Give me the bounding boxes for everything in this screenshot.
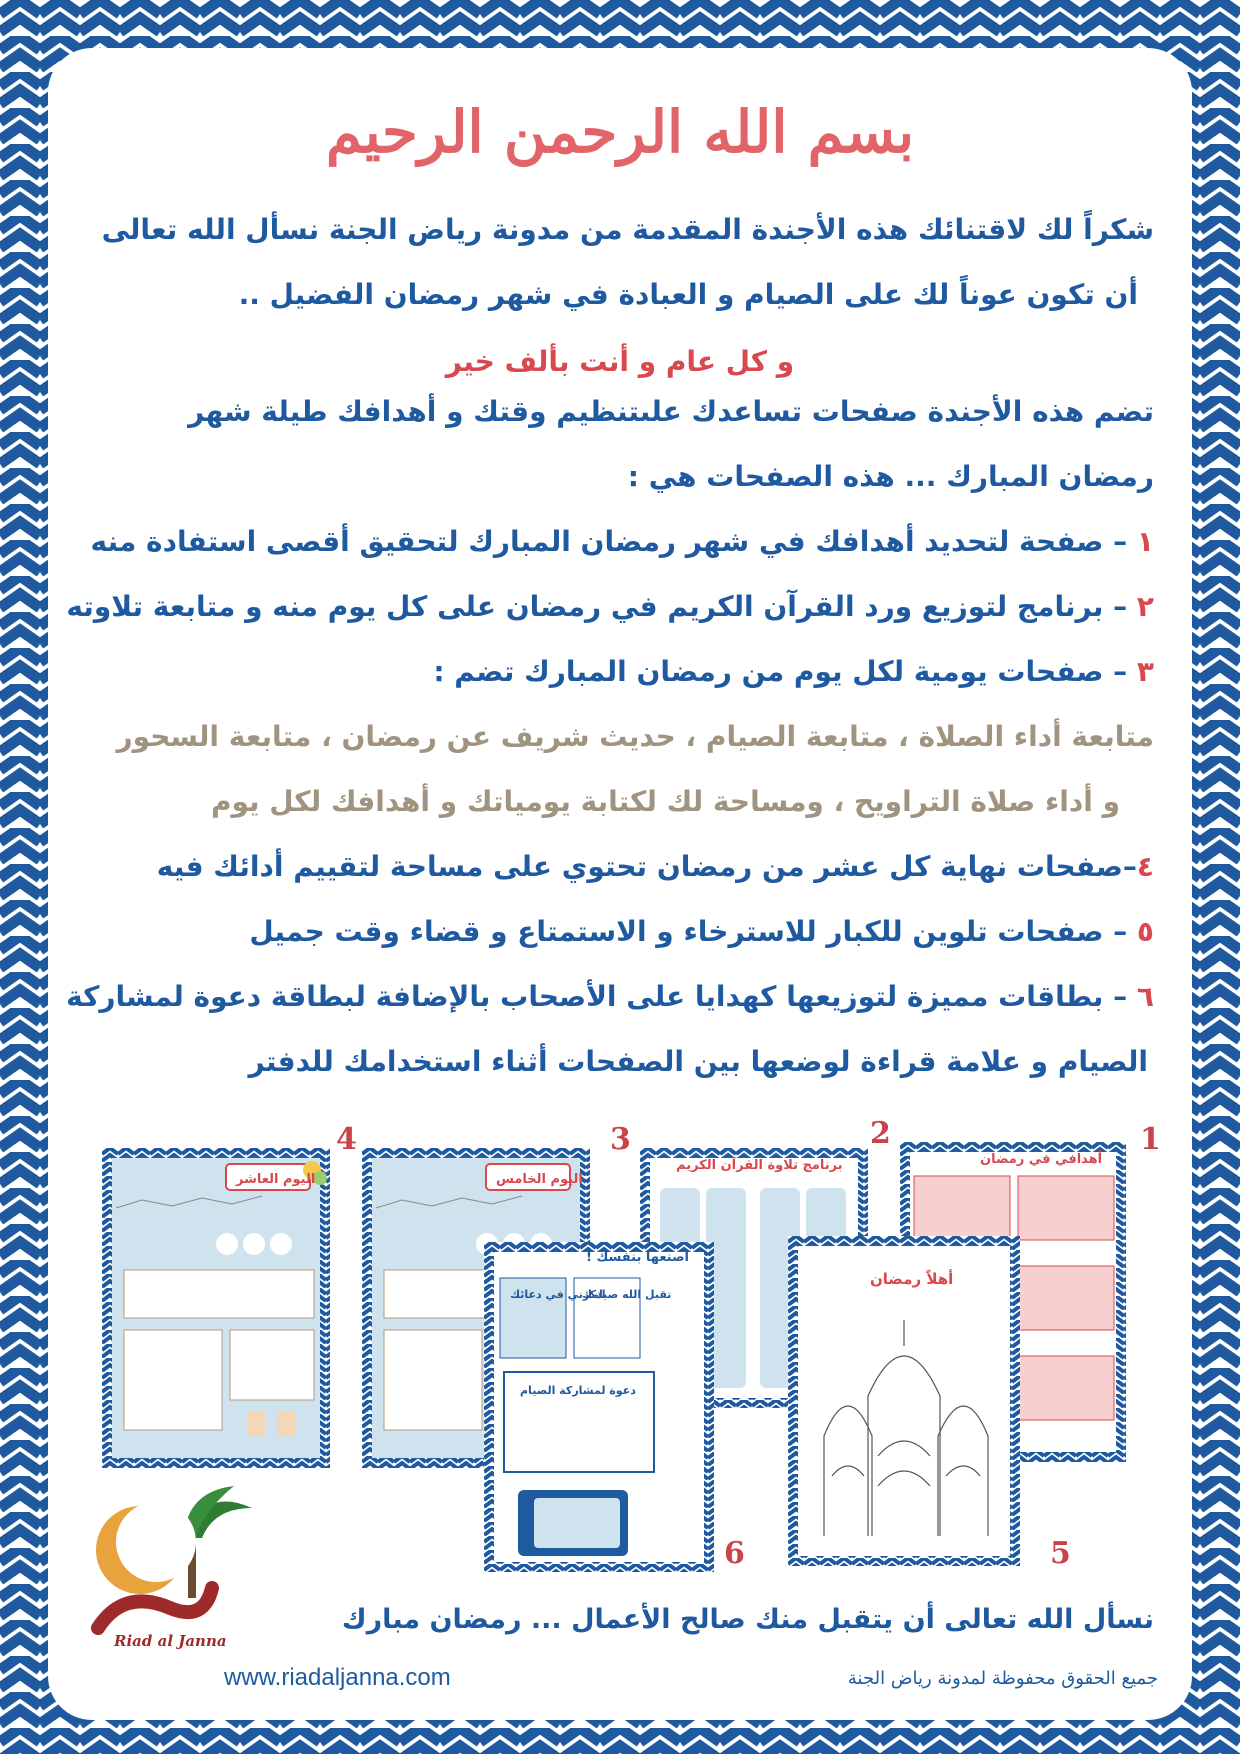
basmala-title: بسم الله الرحمن الرحيم bbox=[325, 98, 915, 166]
preview-welcome-title: أهلاً رمضان bbox=[870, 1270, 954, 1288]
greeting-line: و كل عام و أنت بألف خير bbox=[445, 345, 795, 378]
list-item-number: ٣ bbox=[1136, 655, 1154, 688]
daily-details-line-2: و أداء صلاة التراويح ، ومساحة لك لكتابة يومياتك و أهدافك لكل يوم bbox=[210, 785, 1120, 818]
list-item-2 bbox=[66, 587, 1154, 627]
list-item-number: ٥ bbox=[1136, 915, 1154, 948]
intro-line-4: رمضان المبارك ... هذه الصفحات هي : bbox=[627, 460, 1154, 493]
preview-quran-title: برنامج تلاوة القرآن الكريم bbox=[676, 1158, 843, 1173]
intro-line-3: تضم هذه الأجندة صفحات تساعدك علىتنظيم وقتك و أهدافك طيلة شهر bbox=[188, 395, 1154, 428]
preview-day10-page bbox=[102, 1148, 330, 1468]
preview-day5-title: اليوم الخامس bbox=[496, 1172, 583, 1187]
item-6-continuation: الصيام و علامة قراءة لوضعها بين الصفحات أثناء استخدامك للدفتر bbox=[248, 1045, 1148, 1078]
list-item-number: ٤ bbox=[1136, 850, 1154, 883]
preview-number-4: 4 bbox=[336, 1122, 357, 1157]
preview-number-3: 3 bbox=[610, 1122, 631, 1157]
list-item-6 bbox=[60, 977, 1154, 1017]
riad-al-janna-logo bbox=[84, 1478, 254, 1658]
preview-cards-title: اصنعها بنفسك ! bbox=[586, 1250, 689, 1265]
preview-card2-text: اذكرني في دعائك bbox=[510, 1288, 606, 1301]
list-item-text: – صفحات يومية لكل يوم من رمضان المبارك تضم : bbox=[433, 655, 1137, 688]
website-link[interactable]: www.riadaljanna.com bbox=[224, 1664, 451, 1691]
preview-day10-title: اليوم العاشر bbox=[236, 1172, 316, 1187]
preview-invite-text: دعوة لمشاركة الصيام bbox=[520, 1384, 636, 1397]
intro-line-1: شكراً لك لاقتنائك هذه الأجندة المقدمة من مدونة رياض الجنة نسأل الله تعالى bbox=[101, 213, 1154, 246]
closing-prayer: نسأل الله تعالى أن يتقبل منك صالح الأعمال ... رمضان مبارك bbox=[341, 1604, 1154, 1635]
list-item-number: ٢ bbox=[1136, 590, 1154, 623]
list-item-1 bbox=[86, 522, 1154, 562]
list-item-number: ١ bbox=[1136, 525, 1154, 558]
list-item-text: – صفحات تلوين للكبار للاسترخاء و الاستمتاع و قضاء وقت جميل bbox=[249, 915, 1137, 948]
list-item-text: – برنامج لتوزيع ورد القرآن الكريم في رمضان على كل يوم منه و متابعة تلاوته bbox=[66, 590, 1137, 623]
preview-number-6: 6 bbox=[724, 1536, 745, 1571]
logo-latin-text: Riad al Janna bbox=[114, 1632, 227, 1650]
list-item-text: –صفحات نهاية كل عشر من رمضان تحتوي على مساحة لتقييم أدائك فيه bbox=[156, 850, 1137, 883]
preview-number-1: 1 bbox=[1140, 1122, 1161, 1157]
intro-line-2: أن تكون عوناً لك على الصيام و العبادة في شهر رمضان الفضيل .. bbox=[238, 278, 1138, 311]
preview-goals-title: أهدافي في رمضان bbox=[980, 1152, 1103, 1167]
list-item-5 bbox=[86, 912, 1154, 952]
list-item-4 bbox=[86, 847, 1154, 887]
list-item-text: – صفحة لتحديد أهدافك في شهر رمضان المبارك لتحقيق أقصى استفادة منه bbox=[90, 525, 1137, 558]
daily-details-line-1: متابعة أداء الصلاة ، متابعة الصيام ، حديث شريف عن رمضان ، متابعة السحور bbox=[116, 720, 1154, 753]
list-item-number: ٦ bbox=[1136, 980, 1154, 1013]
list-item-3 bbox=[86, 652, 1154, 692]
preview-number-2: 2 bbox=[870, 1116, 891, 1151]
copyright-notice: جميع الحقوق محفوظة لمدونة رياض الجنة bbox=[847, 1668, 1158, 1689]
list-item-text: – بطاقات مميزة لتوزيعها كهدايا على الأصحاب بالإضافة لبطاقة دعوة لمشاركة bbox=[66, 980, 1137, 1013]
preview-number-5: 5 bbox=[1050, 1536, 1071, 1571]
preview-card1-text: تقبل الله صيامك bbox=[582, 1288, 672, 1301]
